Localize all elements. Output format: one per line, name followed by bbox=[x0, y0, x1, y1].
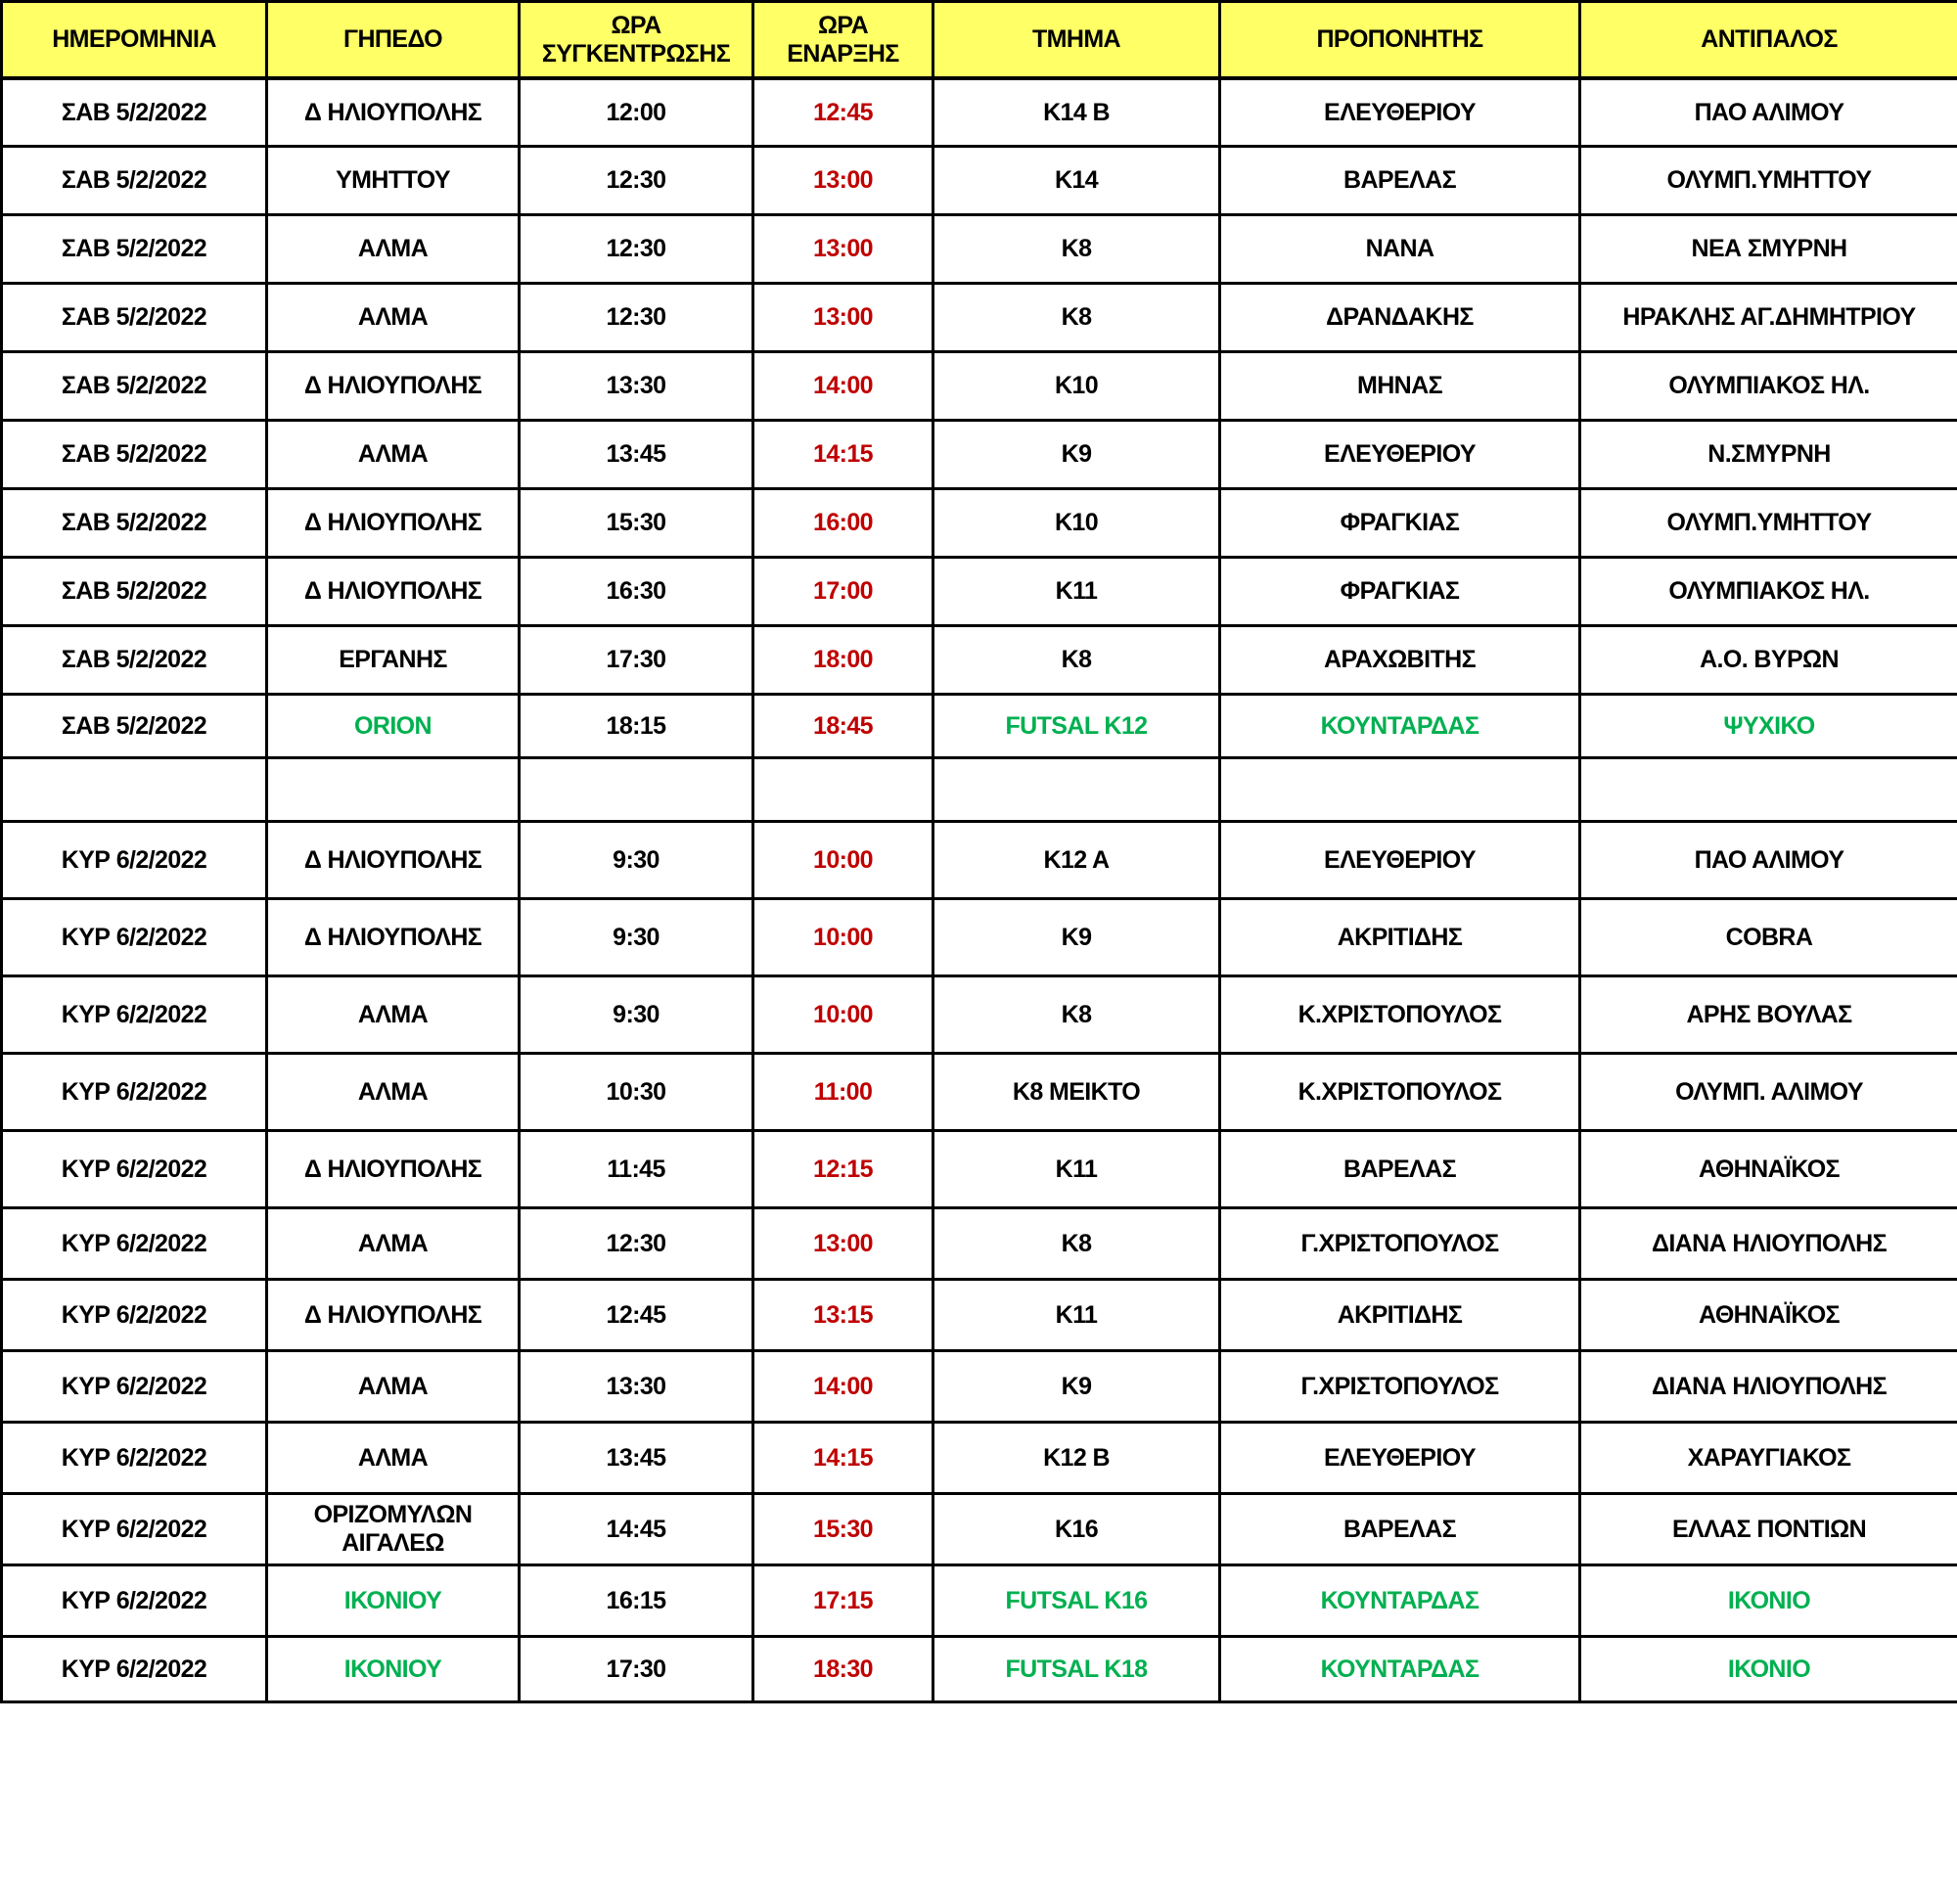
cell-start-time: 16:00 bbox=[753, 489, 933, 558]
cell-opponent: ΟΛΥΜΠΙΑΚΟΣ ΗΛ. bbox=[1580, 558, 1957, 626]
cell-opponent: ΕΛΛΑΣ ΠΟΝΤΙΩΝ bbox=[1580, 1494, 1957, 1565]
cell-opponent: ΙΚΟΝΙΟ bbox=[1580, 1565, 1957, 1637]
cell-gather-time: 12:30 bbox=[520, 1208, 753, 1280]
cell-venue: Δ ΗΛΙΟΥΠΟΛΗΣ bbox=[267, 899, 520, 976]
cell-coach: ΒΑΡΕΛΑΣ bbox=[1220, 1131, 1580, 1208]
cell-start-time: 18:30 bbox=[753, 1637, 933, 1702]
cell-venue: Δ ΗΛΙΟΥΠΟΛΗΣ bbox=[267, 352, 520, 421]
cell-team: Κ12 Β bbox=[933, 1423, 1220, 1494]
table-row bbox=[2, 1351, 1957, 1423]
cell-start-time: 13:15 bbox=[753, 1280, 933, 1351]
cell-date: ΣΑΒ 5/2/2022 bbox=[2, 215, 267, 284]
cell-opponent: Α.Ο. ΒΥΡΩΝ bbox=[1580, 626, 1957, 695]
cell-coach: ΑΚΡΙΤΙΔΗΣ bbox=[1220, 1280, 1580, 1351]
cell-start-time: 18:00 bbox=[753, 626, 933, 695]
cell-team: Κ8 bbox=[933, 976, 1220, 1054]
cell-opponent: Ν.ΣΜΥΡΝΗ bbox=[1580, 421, 1957, 489]
cell-team: FUTSAL K18 bbox=[933, 1637, 1220, 1702]
venue-line: ΑΙΓΑΛΕΩ bbox=[341, 1529, 444, 1557]
cell-team: FUTSAL K12 bbox=[933, 695, 1220, 758]
cell-start-time: 13:00 bbox=[753, 1208, 933, 1280]
cell-opponent: COBRA bbox=[1580, 899, 1957, 976]
cell-coach: ΚΟΥΝΤΑΡΔΑΣ bbox=[1220, 1637, 1580, 1702]
cell-gather-time: 17:30 bbox=[520, 626, 753, 695]
table-row bbox=[2, 215, 1957, 284]
cell-team: Κ11 bbox=[933, 558, 1220, 626]
cell-start-time: 14:15 bbox=[753, 421, 933, 489]
cell-venue: ΑΛΜΑ bbox=[267, 1054, 520, 1131]
cell-date: ΣΑΒ 5/2/2022 bbox=[2, 558, 267, 626]
cell-start-time: 12:45 bbox=[753, 78, 933, 147]
cell-start-time: 13:00 bbox=[753, 284, 933, 352]
cell-start-time: 17:00 bbox=[753, 558, 933, 626]
cell-team: Κ9 bbox=[933, 1351, 1220, 1423]
cell-gather-time: 12:45 bbox=[520, 1280, 753, 1351]
table-row bbox=[2, 1423, 1957, 1494]
header-gather-time bbox=[520, 2, 753, 79]
table-row bbox=[2, 1494, 1957, 1565]
table-row bbox=[2, 352, 1957, 421]
cell-start-time: 12:15 bbox=[753, 1131, 933, 1208]
cell-coach: ΚΟΥΝΤΑΡΔΑΣ bbox=[1220, 695, 1580, 758]
cell-gather-time: 14:45 bbox=[520, 1494, 753, 1565]
cell-venue: Δ ΗΛΙΟΥΠΟΛΗΣ bbox=[267, 822, 520, 899]
cell-date: ΣΑΒ 5/2/2022 bbox=[2, 626, 267, 695]
cell-date: ΚΥΡ 6/2/2022 bbox=[2, 1054, 267, 1131]
cell-team: Κ11 bbox=[933, 1280, 1220, 1351]
cell-venue: ΥΜΗΤΤΟΥ bbox=[267, 147, 520, 215]
cell-opponent: ΔΙΑΝΑ ΗΛΙΟΥΠΟΛΗΣ bbox=[1580, 1208, 1957, 1280]
cell-gather-time: 11:45 bbox=[520, 1131, 753, 1208]
table-row bbox=[2, 1565, 1957, 1637]
cell-venue bbox=[267, 1494, 520, 1565]
cell-start-time: 13:00 bbox=[753, 215, 933, 284]
table-row bbox=[2, 78, 1957, 147]
table-row bbox=[2, 899, 1957, 976]
table-row bbox=[2, 558, 1957, 626]
cell-coach: ΒΑΡΕΛΑΣ bbox=[1220, 147, 1580, 215]
cell-team: Κ11 bbox=[933, 1131, 1220, 1208]
cell-team: Κ16 bbox=[933, 1494, 1220, 1565]
cell-gather-time: 9:30 bbox=[520, 899, 753, 976]
cell-gather-time: 9:30 bbox=[520, 976, 753, 1054]
cell-team: Κ8 bbox=[933, 215, 1220, 284]
cell-gather-time: 16:30 bbox=[520, 558, 753, 626]
cell-coach: ΔΡΑΝΔΑΚΗΣ bbox=[1220, 284, 1580, 352]
cell-date: ΚΥΡ 6/2/2022 bbox=[2, 1208, 267, 1280]
header-coach: ΠΡΟΠΟΝΗΤΗΣ bbox=[1220, 2, 1580, 79]
table-row bbox=[2, 822, 1957, 899]
cell-start-time: 14:00 bbox=[753, 352, 933, 421]
cell-opponent: ΧΑΡΑΥΓΙΑΚΟΣ bbox=[1580, 1423, 1957, 1494]
cell-gather-time: 17:30 bbox=[520, 1637, 753, 1702]
table-row bbox=[2, 489, 1957, 558]
cell-team: Κ9 bbox=[933, 899, 1220, 976]
cell-date: ΚΥΡ 6/2/2022 bbox=[2, 1565, 267, 1637]
cell-start-time: 13:00 bbox=[753, 147, 933, 215]
cell-date: ΚΥΡ 6/2/2022 bbox=[2, 1280, 267, 1351]
cell-coach: ΕΛΕΥΘΕΡΙΟΥ bbox=[1220, 1423, 1580, 1494]
cell-team: Κ12 Α bbox=[933, 822, 1220, 899]
cell-opponent: ΠΑΟ ΑΛΙΜΟΥ bbox=[1580, 78, 1957, 147]
cell-gather-time: 12:30 bbox=[520, 147, 753, 215]
cell-opponent: ΙΚΟΝΙΟ bbox=[1580, 1637, 1957, 1702]
cell-team: FUTSAL K16 bbox=[933, 1565, 1220, 1637]
spacer-row bbox=[2, 758, 1957, 822]
cell-team: Κ14 Β bbox=[933, 78, 1220, 147]
cell-gather-time: 9:30 bbox=[520, 822, 753, 899]
cell-date: ΚΥΡ 6/2/2022 bbox=[2, 976, 267, 1054]
cell-opponent: ΟΛΥΜΠ. ΑΛΙΜΟΥ bbox=[1580, 1054, 1957, 1131]
cell-venue bbox=[267, 758, 520, 822]
cell-date: ΚΥΡ 6/2/2022 bbox=[2, 822, 267, 899]
cell-team: Κ14 bbox=[933, 147, 1220, 215]
cell-venue: ΑΛΜΑ bbox=[267, 1351, 520, 1423]
cell-date: ΚΥΡ 6/2/2022 bbox=[2, 1637, 267, 1702]
cell-gather-time: 13:45 bbox=[520, 1423, 753, 1494]
cell-team: Κ10 bbox=[933, 489, 1220, 558]
cell-venue: Δ ΗΛΙΟΥΠΟΛΗΣ bbox=[267, 489, 520, 558]
cell-venue: ΑΛΜΑ bbox=[267, 421, 520, 489]
cell-venue: ΙΚΟΝΙΟΥ bbox=[267, 1565, 520, 1637]
cell-date: ΚΥΡ 6/2/2022 bbox=[2, 1423, 267, 1494]
cell-opponent: ΗΡΑΚΛΗΣ ΑΓ.ΔΗΜΗΤΡΙΟΥ bbox=[1580, 284, 1957, 352]
cell-coach: ΝΑΝΑ bbox=[1220, 215, 1580, 284]
cell-venue: Δ ΗΛΙΟΥΠΟΛΗΣ bbox=[267, 558, 520, 626]
cell-date: ΣΑΒ 5/2/2022 bbox=[2, 421, 267, 489]
cell-start-time: 10:00 bbox=[753, 899, 933, 976]
cell-opponent: ΑΘΗΝΑΪΚΟΣ bbox=[1580, 1280, 1957, 1351]
cell-coach: ΜΗΝΑΣ bbox=[1220, 352, 1580, 421]
header-team: ΤΜΗΜΑ bbox=[933, 2, 1220, 79]
cell-date: ΣΑΒ 5/2/2022 bbox=[2, 284, 267, 352]
cell-gather-time: 12:30 bbox=[520, 284, 753, 352]
cell-venue: Δ ΗΛΙΟΥΠΟΛΗΣ bbox=[267, 78, 520, 147]
cell-coach: ΕΛΕΥΘΕΡΙΟΥ bbox=[1220, 822, 1580, 899]
header-venue: ΓΗΠΕΔΟ bbox=[267, 2, 520, 79]
schedule-body bbox=[2, 78, 1957, 1702]
cell-venue: ΑΛΜΑ bbox=[267, 1423, 520, 1494]
cell-start-time bbox=[753, 758, 933, 822]
cell-opponent: ΔΙΑΝΑ ΗΛΙΟΥΠΟΛΗΣ bbox=[1580, 1351, 1957, 1423]
cell-gather-time: 13:45 bbox=[520, 421, 753, 489]
table-row bbox=[2, 1208, 1957, 1280]
cell-start-time: 15:30 bbox=[753, 1494, 933, 1565]
cell-team bbox=[933, 758, 1220, 822]
header-gather-line1: ΩΡΑ bbox=[611, 11, 661, 39]
header-gather-line2: ΣΥΓΚΕΝΤΡΩΣΗΣ bbox=[541, 39, 731, 68]
cell-start-time: 17:15 bbox=[753, 1565, 933, 1637]
header-start-line1: ΩΡΑ bbox=[817, 11, 869, 39]
cell-venue: ΕΡΓΑΝΗΣ bbox=[267, 626, 520, 695]
table-row bbox=[2, 695, 1957, 758]
cell-venue: ΑΛΜΑ bbox=[267, 284, 520, 352]
cell-opponent: ΟΛΥΜΠ.ΥΜΗΤΤΟΥ bbox=[1580, 489, 1957, 558]
cell-venue: Δ ΗΛΙΟΥΠΟΛΗΣ bbox=[267, 1280, 520, 1351]
cell-venue: ΑΛΜΑ bbox=[267, 215, 520, 284]
header-opponent: ΑΝΤΙΠΑΛΟΣ bbox=[1580, 2, 1957, 79]
cell-start-time: 14:15 bbox=[753, 1423, 933, 1494]
cell-date: ΣΑΒ 5/2/2022 bbox=[2, 78, 267, 147]
cell-opponent: ΝΕΑ ΣΜΥΡΝΗ bbox=[1580, 215, 1957, 284]
cell-date bbox=[2, 758, 267, 822]
table-row bbox=[2, 1054, 1957, 1131]
cell-gather-time: 13:30 bbox=[520, 1351, 753, 1423]
cell-date: ΚΥΡ 6/2/2022 bbox=[2, 899, 267, 976]
cell-date: ΣΑΒ 5/2/2022 bbox=[2, 352, 267, 421]
table-row bbox=[2, 976, 1957, 1054]
cell-gather-time: 15:30 bbox=[520, 489, 753, 558]
cell-coach: ΦΡΑΓΚΙΑΣ bbox=[1220, 489, 1580, 558]
cell-team: Κ8 bbox=[933, 626, 1220, 695]
cell-date: ΣΑΒ 5/2/2022 bbox=[2, 489, 267, 558]
venue-line: ΟΡΙΖΟΜΥΛΩΝ bbox=[313, 1501, 473, 1529]
cell-coach: Γ.ΧΡΙΣΤΟΠΟΥΛΟΣ bbox=[1220, 1208, 1580, 1280]
cell-venue: ORION bbox=[267, 695, 520, 758]
cell-gather-time: 12:30 bbox=[520, 215, 753, 284]
cell-coach: Γ.ΧΡΙΣΤΟΠΟΥΛΟΣ bbox=[1220, 1351, 1580, 1423]
cell-start-time: 10:00 bbox=[753, 822, 933, 899]
table-row bbox=[2, 626, 1957, 695]
cell-team: Κ8 bbox=[933, 1208, 1220, 1280]
cell-coach: ΕΛΕΥΘΕΡΙΟΥ bbox=[1220, 78, 1580, 147]
header-date: ΗΜΕΡΟΜΗΝΙΑ bbox=[2, 2, 267, 79]
cell-gather-time: 13:30 bbox=[520, 352, 753, 421]
cell-coach: ΕΛΕΥΘΕΡΙΟΥ bbox=[1220, 421, 1580, 489]
cell-gather-time bbox=[520, 758, 753, 822]
cell-date: ΚΥΡ 6/2/2022 bbox=[2, 1131, 267, 1208]
cell-venue: Δ ΗΛΙΟΥΠΟΛΗΣ bbox=[267, 1131, 520, 1208]
cell-team: Κ9 bbox=[933, 421, 1220, 489]
cell-team: Κ8 ΜΕΙΚΤΟ bbox=[933, 1054, 1220, 1131]
cell-opponent: ΑΘΗΝΑΪΚΟΣ bbox=[1580, 1131, 1957, 1208]
table-row bbox=[2, 147, 1957, 215]
header-start-time bbox=[753, 2, 933, 79]
cell-coach: ΚΟΥΝΤΑΡΔΑΣ bbox=[1220, 1565, 1580, 1637]
header-start-line2: ΕΝΑΡΞΗΣ bbox=[787, 39, 899, 68]
table-row bbox=[2, 284, 1957, 352]
cell-opponent bbox=[1580, 758, 1957, 822]
cell-date: ΚΥΡ 6/2/2022 bbox=[2, 1494, 267, 1565]
cell-coach: ΑΚΡΙΤΙΔΗΣ bbox=[1220, 899, 1580, 976]
cell-gather-time: 10:30 bbox=[520, 1054, 753, 1131]
cell-venue: ΙΚΟΝΙΟΥ bbox=[267, 1637, 520, 1702]
table-row bbox=[2, 1131, 1957, 1208]
table-row bbox=[2, 421, 1957, 489]
cell-coach: ΒΑΡΕΛΑΣ bbox=[1220, 1494, 1580, 1565]
cell-venue: ΑΛΜΑ bbox=[267, 976, 520, 1054]
cell-coach: Κ.ΧΡΙΣΤΟΠΟΥΛΟΣ bbox=[1220, 976, 1580, 1054]
cell-opponent: ΑΡΗΣ ΒΟΥΛΑΣ bbox=[1580, 976, 1957, 1054]
cell-date: ΚΥΡ 6/2/2022 bbox=[2, 1351, 267, 1423]
cell-opponent: ΟΛΥΜΠ.ΥΜΗΤΤΟΥ bbox=[1580, 147, 1957, 215]
cell-start-time: 14:00 bbox=[753, 1351, 933, 1423]
cell-coach: Κ.ΧΡΙΣΤΟΠΟΥΛΟΣ bbox=[1220, 1054, 1580, 1131]
cell-coach: ΦΡΑΓΚΙΑΣ bbox=[1220, 558, 1580, 626]
cell-gather-time: 16:15 bbox=[520, 1565, 753, 1637]
cell-start-time: 11:00 bbox=[753, 1054, 933, 1131]
cell-gather-time: 12:00 bbox=[520, 78, 753, 147]
cell-venue: ΑΛΜΑ bbox=[267, 1208, 520, 1280]
cell-opponent: ΠΑΟ ΑΛΙΜΟΥ bbox=[1580, 822, 1957, 899]
header-row bbox=[2, 2, 1957, 79]
cell-coach: ΑΡΑΧΩΒΙΤΗΣ bbox=[1220, 626, 1580, 695]
table-row bbox=[2, 1280, 1957, 1351]
cell-opponent: ΟΛΥΜΠΙΑΚΟΣ ΗΛ. bbox=[1580, 352, 1957, 421]
cell-start-time: 10:00 bbox=[753, 976, 933, 1054]
cell-date: ΣΑΒ 5/2/2022 bbox=[2, 695, 267, 758]
cell-date: ΣΑΒ 5/2/2022 bbox=[2, 147, 267, 215]
cell-team: Κ10 bbox=[933, 352, 1220, 421]
cell-start-time: 18:45 bbox=[753, 695, 933, 758]
cell-coach bbox=[1220, 758, 1580, 822]
cell-team: Κ8 bbox=[933, 284, 1220, 352]
cell-gather-time: 18:15 bbox=[520, 695, 753, 758]
table-row bbox=[2, 1637, 1957, 1702]
cell-opponent: ΨΥΧΙΚΟ bbox=[1580, 695, 1957, 758]
